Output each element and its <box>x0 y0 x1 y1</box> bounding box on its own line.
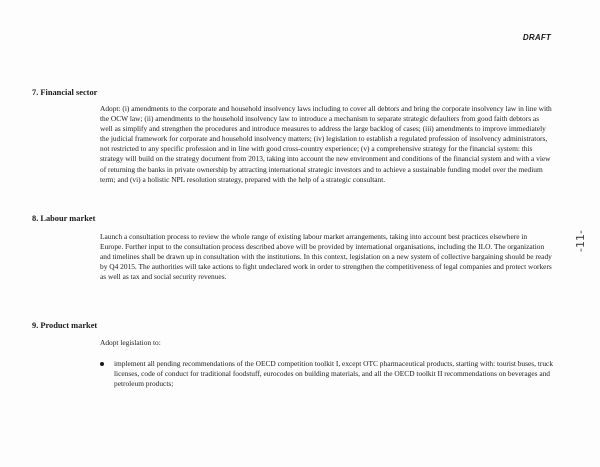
draft-stamp: DRAFT <box>522 33 551 42</box>
handwritten-page-number: -11- <box>574 230 587 252</box>
section-heading-financial-sector: 7. Financial sector <box>32 88 98 97</box>
section-body-product-market: Adopt legislation to: <box>100 338 161 347</box>
section-body-financial-sector: Adopt: (i) amendments to the corporate and household insolvency laws including to cover all debtors and bring the corporate insolvency law in line with the OCW law; (ii) amendments to the household insolvency law to introduce a mechanism to separate strategic defaulters from good faith debtors as well as simplify and strengthen the procedures and introduce measures to address the large backlog of cases; (iii) amendments to improve immediately the judicial framework for corporate and household insolvency matters; (iv) legislation to establish a regulated profession of insolvency administrators, not restricted to any specific profession and in line with good cross-country experience; (v) a comprehensive strategy for the financial system: this strategy will build on the strategy document from 2013, taking into account the new environment and conditions of the financial system and with a view of returning the banks in private ownership by attracting international strategic investors and to achieve a sustainable funding model over the medium term; and (vi) a holistic NPL resolution strategy, prepared with the help of a strategic consultant. <box>100 104 552 184</box>
product-market-bullet-list <box>100 359 558 389</box>
section-heading-product-market: 9. Product market <box>32 321 98 330</box>
section-body-labour-market: Launch a consultation process to review the whole range of existing labour market arrangements, taking into account best practices elsewhere in Europe. Further input to the consultation process described above will be provided by international organisations, including the ILO. The organization and timelines shall be drawn up in consultation with the institutions. In this context, legislation on a new system of collective bargaining should be ready by Q4 2015. The authorities will take actions to fight undeclared work in order to strengthen the competitiveness of legal companies and protect workers as well as tax and social security revenues. <box>100 232 552 282</box>
bullet-text: implement all pending recommendations of the OECD competition toolkit I, except OTC pharmaceutical products, starting with: tourist buses, truck licenses, code of conduct for traditional foodstuff, eurocodes on building materials, and all the OECD toolkit II recommendations on beverages and petroleum products; <box>114 359 554 389</box>
section-heading-labour-market: 8. Labour market <box>32 214 96 223</box>
bullet-item <box>100 359 558 389</box>
bullet-dot-icon <box>100 362 104 366</box>
